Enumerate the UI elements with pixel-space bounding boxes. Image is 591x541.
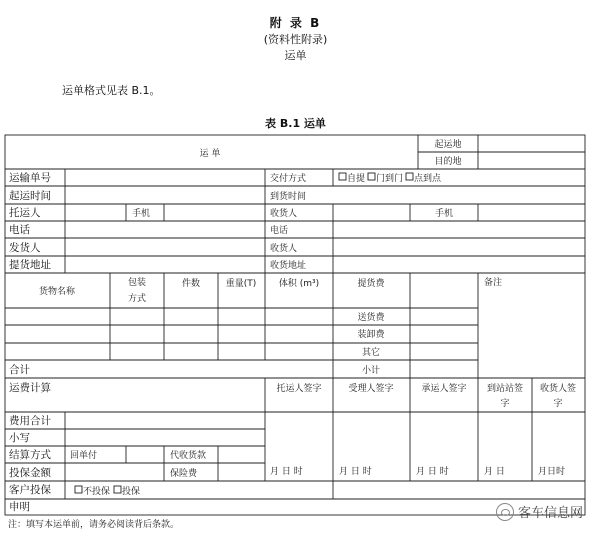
other-fee-label: 其它 [361,348,381,358]
appendix-heading: 附 录 B [269,16,322,30]
arrive-time-label: 到货时间 [270,192,307,202]
carrier-sign-header: 承运人签字 [421,384,467,394]
station-sign-header-1: 到站站签 [486,384,524,394]
weight-header: 重量(T) [225,279,257,289]
destination-label: 目的地 [434,157,462,167]
receiver-sign-header-2: 字 [553,399,563,409]
not-insure-checkbox[interactable] [75,486,82,493]
destination-field[interactable] [478,152,585,169]
lowercase-label: 小写 [9,432,30,444]
insure-label: 投保 [122,487,141,497]
receiver-sign-date: 月日时 [538,467,566,477]
packaging-header-2: 方式 [127,294,147,304]
intro-text: 运单格式见表 B.1。 [62,84,161,97]
receiver-sign-header-1: 收货人签 [539,384,577,394]
wechat-icon [496,503,514,521]
delivery-mode-label: 交付方式 [270,174,307,184]
consignee-label: 收货人 [270,244,298,254]
point-to-point-label: 点到点 [414,174,442,184]
station-sign-date: 月 日 [484,467,505,477]
form-footnote: 注：填写本运单前，请务必阅读背后条款。 [8,520,180,530]
handler-sign-header: 受理人签字 [348,384,394,394]
waybill-no-label: 运输单号 [9,172,51,184]
shipper-mobile-label: 手机 [132,209,151,219]
door-to-door-label: 门到门 [376,174,404,184]
not-insure-label: 不投保 [83,487,111,497]
appendix-title: 运单 [284,49,307,62]
subtotal-label: 小计 [361,366,381,376]
settlement-label: 结算方式 [9,449,51,461]
watermark-text: 客车信息网 [517,506,583,521]
origin-label: 起运地 [434,140,462,150]
cod-label: 代收货款 [170,451,207,461]
insurance-declaration-label-2: 申明 [9,501,30,513]
consignor-label: 发货人 [9,242,41,254]
waybill-no-field[interactable] [65,169,265,186]
self-pickup-checkbox[interactable] [339,173,346,180]
receiver-mobile-label: 手机 [435,209,454,219]
insurance-fee-label: 保险费 [170,469,198,479]
receiver-label: 收货人 [270,209,298,219]
goods-name-header: 货物名称 [38,287,76,297]
delivery-fee-label: 送货费 [357,313,385,323]
quantity-header: 件数 [181,279,201,289]
return-pay-label: 回单付 [70,451,98,461]
insured-amount-label: 投保金额 [9,467,51,479]
table-caption: 表 B.1 运单 [265,117,326,130]
packaging-header-1: 包装 [127,278,147,288]
total-label: 合计 [9,364,30,376]
depart-time-label: 起运时间 [9,190,51,202]
shipper-label: 托运人 [9,207,41,219]
door-to-door-checkbox[interactable] [368,173,375,180]
station-sign-header-2: 字 [500,399,510,409]
pickup-address-label: 提货地址 [9,259,51,271]
shipper-phone-label: 电话 [9,224,30,236]
insurance-declaration-label-1: 客户投保 [9,484,51,496]
point-to-point-checkbox[interactable] [406,173,413,180]
self-pickup-label: 自提 [347,174,366,184]
fee-total-label: 费用合计 [9,415,51,427]
remarks-header: 备注 [484,278,503,288]
volume-header: 体积 (m³) [278,279,320,289]
watermark [496,502,583,521]
handler-sign-date: 月 日 时 [339,467,372,477]
loading-fee-label: 装卸费 [357,330,385,340]
insure-checkbox[interactable] [114,486,121,493]
depart-time-field[interactable] [65,186,265,204]
shipper-sign-date: 月 日 时 [270,467,303,477]
appendix-nature: (资料性附录) [263,33,328,46]
waybill-label: 运 单 [199,149,221,159]
receiving-address-label: 收货地址 [270,261,307,271]
pickup-fee-header: 提货费 [357,279,385,289]
carrier-sign-date: 月 日 时 [416,467,449,477]
freight-calc-label: 运费计算 [9,382,51,394]
shipper-sign-header: 托运人签字 [276,384,322,394]
receiver-phone-label: 电话 [270,226,289,236]
